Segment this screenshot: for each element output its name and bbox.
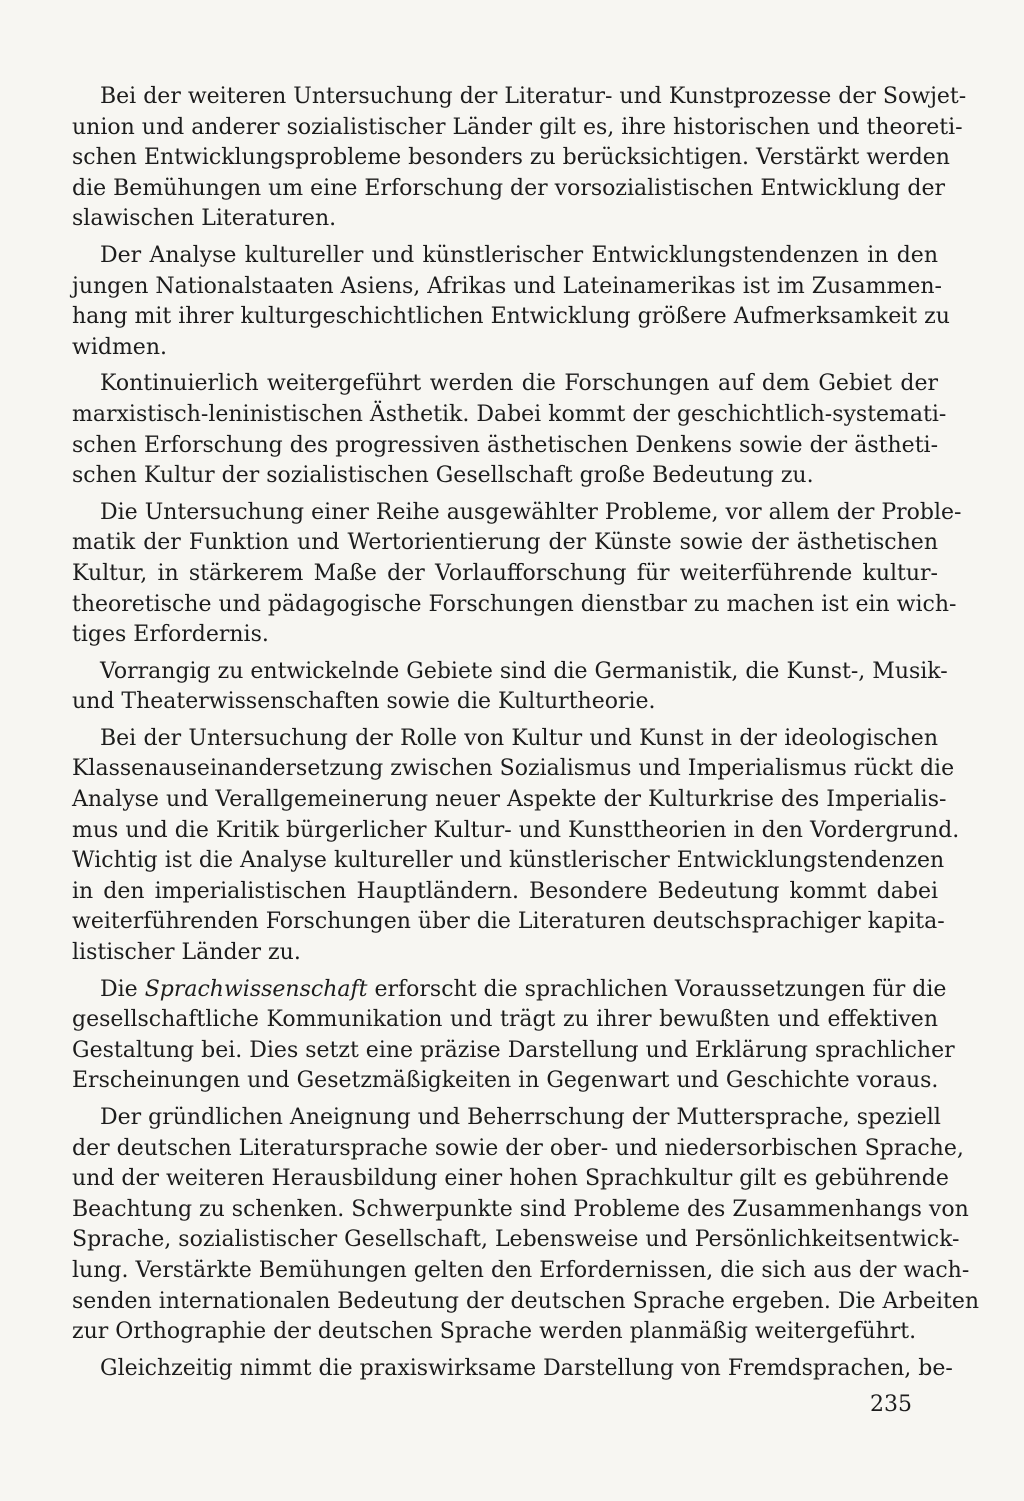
text-line: Die Sprachwissenschaft erforscht die sprachlichen Voraussetzungen für die [100, 976, 947, 1002]
text-line: union und anderer sozialistischer Länder gilt es, ihre historischen und theoreti- [72, 114, 963, 140]
text-line: widmen. [72, 334, 167, 360]
text-line: schen Kultur der sozialistischen Gesellschaft große Bedeutung zu. [72, 463, 814, 489]
text-line: Kontinuierlich weitergeführt werden die Forschungen auf dem Gebiet der [100, 371, 938, 397]
text-line: Wichtig ist die Analyse kultureller und künstlerischer Entwicklungstendenzen [72, 848, 945, 874]
text-line: Der gründlichen Aneignung und Beherrschung der Muttersprache, speziell [100, 1105, 941, 1130]
text-line: zur Orthographie der deutschen Sprache werden planmäßig weitergeführt. [72, 1319, 917, 1345]
paragraph [72, 1103, 980, 1348]
paragraph [72, 1354, 953, 1385]
paragraph [72, 369, 947, 491]
text-line: Der Analyse kultureller und künstlerischer Entwicklungstendenzen in den [100, 242, 938, 268]
text-line: Klassenauseinandersetzung zwischen Sozialismus und Imperialismus rückt die [72, 756, 955, 782]
paragraph [72, 82, 967, 235]
text-line: Gestaltung bei. Dies setzt eine präzise Darstellung und Erklärung sprachlicher [72, 1037, 955, 1063]
text-line: gesellschaftliche Kommunikation und trägt zu ihrer bewußten und effektiven [72, 1007, 938, 1033]
text-line: schen Erforschung des progressiven ästhetischen Denkens sowie der ästheti- [72, 432, 938, 458]
page-number: 235 [870, 1392, 912, 1417]
text-line: matik der Funktion und Wertorientierung der Künste sowie der ästhetischen [72, 530, 938, 556]
page-body [72, 82, 980, 1390]
text-line: und der weiteren Herausbildung einer hohen Sprachkultur gilt es gebührende [72, 1166, 949, 1192]
text-line: und Theaterwissenschaften sowie die Kulturtheorie. [72, 689, 656, 715]
text-line: Bei der Untersuchung der Rolle von Kultur und Kunst in der ideologischen [100, 725, 938, 751]
text-line: hang mit ihrer kulturgeschichtlichen Entwicklung größere Aufmerksamkeit zu [72, 304, 950, 330]
text-line: Beachtung zu schenken. Schwerpunkte sind Probleme des Zusammenhangs von [72, 1196, 969, 1222]
text-line: die Bemühungen um eine Erforschung der vorsozialistischen Entwicklung der [72, 175, 945, 201]
text-line: tiges Erfordernis. [72, 622, 269, 648]
text-line: theoretische und pädagogische Forschungen dienstbar zu machen ist ein wich- [72, 591, 957, 617]
text-line: schen Entwicklungsprobleme besonders zu berücksichtigen. Verstärkt werden [72, 145, 950, 171]
paragraph [72, 498, 962, 651]
text-line: in den imperialistischen Hauptländern. Besondere Bedeutung kommt dabei [72, 878, 938, 904]
text-line: Sprache, sozialistischer Gesellschaft, Lebensweise und Persönlichkeitsentwick- [72, 1227, 960, 1253]
text-line: weiterführenden Forschungen über die Literaturen deutschsprachiger kapita- [72, 909, 945, 935]
text-line: marxistisch-leninistischen Ästhetik. Dabei kommt der geschichtlich-systemati- [72, 401, 947, 427]
text-line: Gleichzeitig nimmt die praxiswirksame Darstellung von Fremdsprachen, be- [100, 1355, 953, 1381]
text-line: Kultur, in stärkerem Maße der Vorlaufforschung für weiterführende kultur- [72, 560, 938, 586]
text-line: Vorrangig zu entwickelnde Gebiete sind die Germanistik, die Kunst-, Musik- [100, 658, 948, 684]
text-line: Die Untersuchung einer Reihe ausgewählter Probleme, vor allem der Proble- [100, 499, 962, 525]
paragraph [72, 724, 960, 969]
text-line: mus und die Kritik bürgerlicher Kultur- und Kunsttheorien in den Vordergrund. [72, 817, 960, 843]
italic-term: Sprachwissenschaft [144, 976, 368, 1002]
text-line: der deutschen Literatursprache sowie der ober- und niedersorbischen Sprache, [72, 1135, 964, 1161]
text-line: jungen Nationalstaaten Asiens, Afrikas und Lateinamerikas ist im Zusammen- [72, 273, 942, 299]
paragraph [72, 241, 950, 363]
text-line: Bei der weiteren Untersuchung der Literatur- und Kunstprozesse der Sowjet- [100, 84, 967, 109]
paragraph [72, 657, 948, 718]
text-line: senden internationalen Bedeutung der deutschen Sprache ergeben. Die Arbeiten [72, 1288, 980, 1314]
paragraph [72, 975, 955, 1097]
text-line: Erscheinungen und Gesetzmäßigkeiten in Gegenwart und Geschichte voraus. [72, 1068, 939, 1094]
text-line: Analyse und Verallgemeinerung neuer Aspekte der Kulturkrise des Imperialis- [72, 787, 947, 813]
text-line: lung. Verstärkte Bemühungen gelten den Erfordernissen, die sich aus der wach- [72, 1257, 970, 1283]
text-line: listischer Länder zu. [72, 940, 301, 966]
text-line: slawischen Literaturen. [72, 206, 337, 232]
